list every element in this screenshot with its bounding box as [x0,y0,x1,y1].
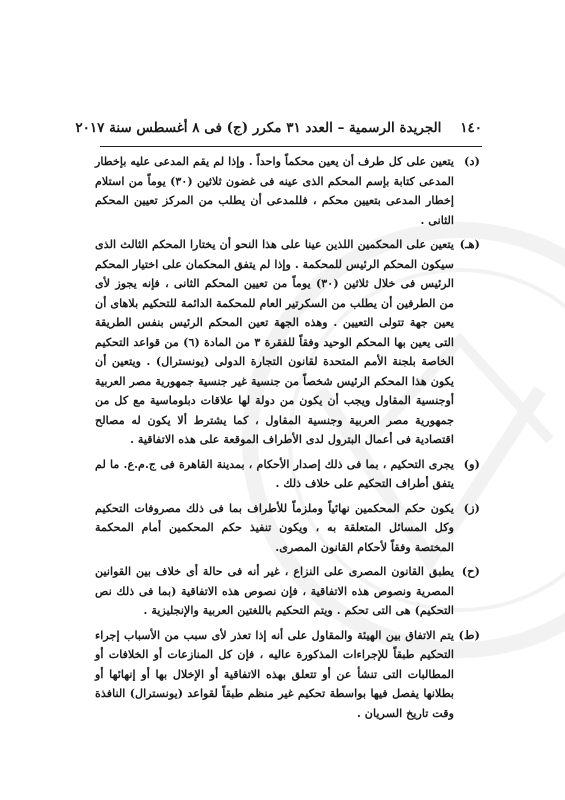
clause-label: (ط) [458,627,480,642]
clause-text: يتعين على المحكمين اللذين عينا على هذا النحو أن يختارا المحكم الثالث الذى سيكون المحكم الرئيس للمحكمة . وإذا لم يتفق المحكمان على اختيار المحكم الرئيس فى خلال ثلاثين (٣٠) يوماً من تعيين المحكم الثانى ، فإنه يجوز لأى من الطرفين أن يطلب من السكرتير العام للمحكمة الدائمة للتحكيم بلاهاى أن يعين جهة تتولى التعيين . وهذه الجهة تعين المحكم الرئيس بنفس الطريقة التى يعين بها المحكم الوحيد وفقاً للفقرة ٣ من المادة (٦) من قواعد التحكيم الخاصة بلجنة الأمم المتحدة لقانون التجارة الدولى (يونسترال) . ويتعين أن يكون هذا المحكم الرئيس شخصاً من جنسية غير جنسية جمهورية مصر العربية أوجنسية المقاول ويجب أن يكون من دولة لها علاقات دبلوماسية مع كل من جمهورية مصر العربية وجنسية المقاول ، كما يشترط ألا يكون له مصالح اقتصادية فى أعمال البترول لدى الأطراف الموقعة على هذه الاتفاقية . [95,237,454,446]
clause-item [95,235,480,450]
clause-text: يكون حكم المحكمين نهائياً وملزماً للأطراف بما فى ذلك مصروفات التحكيم وكل المسائل المتعلقة به ، ويكون تنفيذ حكم المحكمين أمام المحكمة المختصة وفقاً لأحكام القانون المصرى. [95,500,454,554]
clause-item [95,626,480,724]
header-divider [100,146,482,147]
clause-item [95,499,480,558]
clause-label: (و) [463,456,480,471]
page-header [75,120,482,136]
clause-item [95,455,480,494]
clause-text: يجرى التحكيم ، بما فى ذلك إصدار الأحكام ، بمدينة القاهرة فى ج.م.ع. ما لم يتفق أطراف التحكيم على خلاف ذلك . [95,456,454,490]
page-number: ١٤٠ [460,120,482,136]
clause-text: يتم الاتفاق بين الهيئة والمقاول على أنه إذا تعذر لأى سبب من الأسباب إجراء التحكيم طبقاً للإجراءات المذكورة عاليه ، فإن كل المنازعات أو الخلافات أو المطالبات التى تنشأ عن أو تتعلق بهذه الاتفاقية أو الإخلال بها أو إنهائها أو بطلانها يفصل فيها بواسطة تحكيم غير منظم طبقاً لقواعد (يونسترال) النافذة وقت تاريخ السريان . [95,627,454,720]
clause-list [95,152,480,728]
clause-text: يطبق القانون المصرى على النزاع ، غير أنه فى حالة أى خلاف بين القوانين المصرية ونصوص هذه الاتفاقية ، فإن نصوص هذه الاتفاقية (بما فى ذلك نص التحكيم) هى التى تحكم . ويتم التحكيم باللغتين العربية والإنجليزية . [95,564,454,617]
clause-item [95,152,480,230]
clause-text: يتعين على كل طرف أن يعين محكماً واحداً . وإذا لم يقم المدعى عليه بإخطار المدعى كتابة بإسم المحكم الذى عينه فى غضون ثلاثين (٣٠) يوماً من استلام إخطار المدعى بتعيين محكم ، فللمدعى أن يطلب من المركز تعيين المحكم الثانى . [95,154,454,227]
clause-label: (د) [463,154,480,168]
gazette-title: الجريدة الرسمية – العدد ٣١ مكرر (ج) فى ٨ أغسطس سنة ٢٠١٧ [75,120,442,136]
clause-label: (هـ) [459,237,480,251]
clause-item [95,562,480,621]
clause-label: (ز) [463,500,480,515]
clause-label: (ح) [461,564,480,578]
